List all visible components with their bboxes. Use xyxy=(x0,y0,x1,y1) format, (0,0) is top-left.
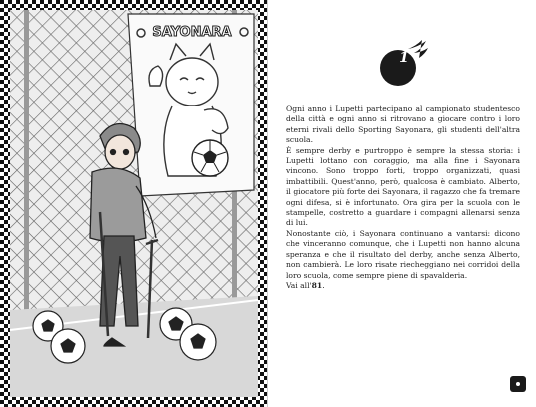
paragraph-1: Ogni anno i Lupetti partecipano al campionato studentesco della città e ogni anno si ritrovano a giocare contro i loro eterni rivali dello Sporting Sayonara, gli studenti dell'altra scuola. xyxy=(286,104,520,145)
paragraph-2: È sempre derby e purtroppo è sempre la stessa storia: i Lupetti lottano con coraggio, ma alla fine i Sayonara vincono. Sono troppo forti, troppo organizzati, quasi imbattibili. Quest'anno, però, qualcosa è cambiato. Alberto, il giocatore più forte dei Sayonara, il ragazzo che fa tremare ogni difesa, si è infortunato. Ora gira per la scuola con le stampelle, costretto a guardare i compagni allenarsi senza di lui. xyxy=(286,145,520,228)
goto-prefix: Vai all' xyxy=(286,280,312,290)
paragraph-3: Nonostante ciò, i Sayonara continuano a vantarsi: dicono che vinceranno comunque, che i Lupetti non hanno alcuna speranza e che il risultato del derby, anche senza Alberto, non cambierà. Le loro risate riecheggiano nei corridoi della loro scuola, come sempre piene di spavalderia. xyxy=(286,228,520,280)
dot-icon xyxy=(516,382,520,386)
sayonara-banner xyxy=(128,14,254,196)
chapter-body xyxy=(286,104,520,291)
banner-title: SAYONARA xyxy=(152,25,232,40)
soccer-ball-icon xyxy=(51,329,85,363)
soccer-ball-icon xyxy=(180,324,216,360)
goto-instruction[interactable] xyxy=(286,281,520,291)
text-page xyxy=(268,0,536,407)
page-marker-button[interactable] xyxy=(510,376,526,392)
banner-ball-icon xyxy=(192,140,228,176)
goto-target[interactable]: 81 xyxy=(311,280,323,290)
chapter-number: 1 xyxy=(399,50,409,66)
goto-suffix: . xyxy=(322,280,325,290)
